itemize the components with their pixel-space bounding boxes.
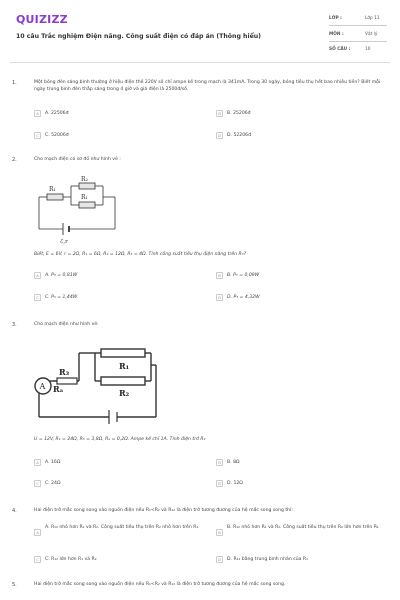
resistor-r1 [101, 349, 145, 357]
question-1-number: 1. [12, 80, 17, 86]
question-3-option-a[interactable]: A A. 16Ω [34, 457, 60, 468]
option-letter-box: C [34, 294, 41, 301]
resistor-r2 [101, 377, 145, 385]
resistor-r2-top [79, 183, 95, 189]
question-3-number: 3. [12, 322, 17, 328]
label-ra: Rₐ [53, 384, 64, 394]
question-4-text: Hai điện trở mắc song song vào nguồn điện nếu R₁<R₂ và R₁₂ là điện trở tương đương của hệ mắc song song thì: [34, 508, 293, 513]
label-r2: R₂ [119, 388, 130, 398]
meta-grade-value: Lớp 11 [365, 16, 380, 21]
question-2-number: 2. [12, 157, 17, 163]
question-1-option-d[interactable]: D D. 52206đ [216, 130, 251, 141]
question-2-text: Cho mạch điện có sơ đồ như hình vẽ : [34, 157, 121, 162]
option-letter-box: B [216, 529, 223, 536]
question-1-option-a[interactable]: A A. 22506đ [34, 108, 69, 119]
label-r1-bottom: R₁ [81, 194, 88, 201]
question-3-circuit-diagram [33, 340, 163, 430]
header-divider [10, 62, 390, 63]
question-3-text: Cho mạch điện như hình vẽ: [34, 322, 99, 327]
resistor-r1-bottom [79, 202, 95, 208]
label-source: ℰ,r [60, 239, 68, 244]
meta-count-label: SỐ CÂU : [329, 47, 351, 52]
label-r1-left: R₁ [49, 186, 56, 193]
label-r2-top: R₂ [81, 176, 88, 183]
question-1-text: Một bóng đèn sáng bình thường ở hiệu điện thế 220V số chỉ ampe kế trong mạch là 341mA. Trong 30 ngày, bóng tiêu thụ hết bao nhiêu tiền? Biết mỗi ngày trung bình đèn thắp sáng trong 4 giờ và giá điện là 2500đ/số. [34, 80, 381, 93]
option-letter-box: B [216, 459, 223, 466]
resistor-r1-left [47, 194, 63, 200]
option-letter-box: A [34, 272, 41, 279]
option-letter-box: C [34, 480, 41, 487]
question-4-option-d[interactable]: D D. R₁₂ bằng trung bình nhân của R₁ [216, 554, 308, 565]
question-3-option-c[interactable]: C C. 24Ω [34, 478, 60, 489]
meta-count-value: 10 [365, 47, 371, 52]
question-1-option-b[interactable]: B B. 25206đ [216, 108, 251, 119]
question-3-option-b[interactable]: B B. 8Ω [216, 457, 240, 468]
meta-subject-label: MÔN : [329, 32, 344, 37]
option-letter-box: D [216, 556, 223, 563]
question-2-option-a[interactable]: A A. P₃ = 0,81W [34, 270, 77, 281]
question-2-given: Biết, E = 6V, r = 2Ω, R₁ = 6Ω, R₂ = 12Ω, R₃ = 4Ω. Tính công suất tiêu thụ điện năng trên R₃? [34, 252, 247, 257]
label-r3: R₃ [59, 367, 70, 377]
question-2-option-c[interactable]: C C. P₃ = 1,44W [34, 292, 77, 303]
question-2-circuit-diagram [33, 172, 123, 244]
option-letter-box: C [34, 132, 41, 139]
question-3-given: U = 12V, R₁ = 24Ω, R₃ = 3,8Ω, Rₐ = 0,2Ω. Ampe kế chỉ 1A. Tính điện trở R₂ [34, 437, 206, 442]
question-5-number: 5. [12, 582, 17, 588]
question-2-option-d[interactable]: D D. P₃ = 4,32W [216, 292, 260, 303]
question-4-option-a[interactable]: A A. R₁₂ nhỏ hơn R₁ và R₂. Công suất tiêu thụ trên R₂ nhỏ hơn trên R₁ [34, 525, 213, 541]
question-2-option-b[interactable]: B B. P₃ = 0,09W [216, 270, 259, 281]
quizizz-logo: QUIZIZZ [16, 13, 68, 26]
option-letter-box: A [34, 110, 41, 117]
question-1-option-c[interactable]: C C. 52006đ [34, 130, 69, 141]
label-r1: R₁ [119, 361, 130, 371]
option-letter-box: D [216, 480, 223, 487]
page-header [0, 0, 400, 62]
label-ammeter: A [39, 382, 46, 391]
document-title: 10 câu Trắc nghiệm Điện năng. Công suất điện có đáp án (Thông hiểu) [16, 33, 261, 40]
question-4-option-c[interactable]: C C. R₁₂ lớn hơn R₁ và R₂ [34, 554, 97, 565]
option-letter-box: B [216, 272, 223, 279]
meta-subject-value: Vật lý [365, 32, 378, 37]
option-letter-box: B [216, 110, 223, 117]
question-5-text: Hai điện trở mắc song song vào nguồn điện nếu R₁<R₂ và R₁₂ là điện trở tương đương của hệ mắc song song. [34, 582, 286, 587]
option-letter-box: D [216, 132, 223, 139]
question-4-option-b[interactable]: B B. R₁₂ nhỏ hơn R₁ và R₂. Công suất tiêu thụ trên R₂ lớn hơn trên R₁ [216, 525, 387, 541]
option-letter-box: A [34, 459, 41, 466]
question-3-option-d[interactable]: D D. 12Ω [216, 478, 243, 489]
question-4-number: 4. [12, 508, 17, 514]
option-letter-box: A [34, 529, 41, 536]
option-letter-box: D [216, 294, 223, 301]
option-letter-box: C [34, 556, 41, 563]
meta-grade-label: LỚP : [329, 16, 342, 21]
